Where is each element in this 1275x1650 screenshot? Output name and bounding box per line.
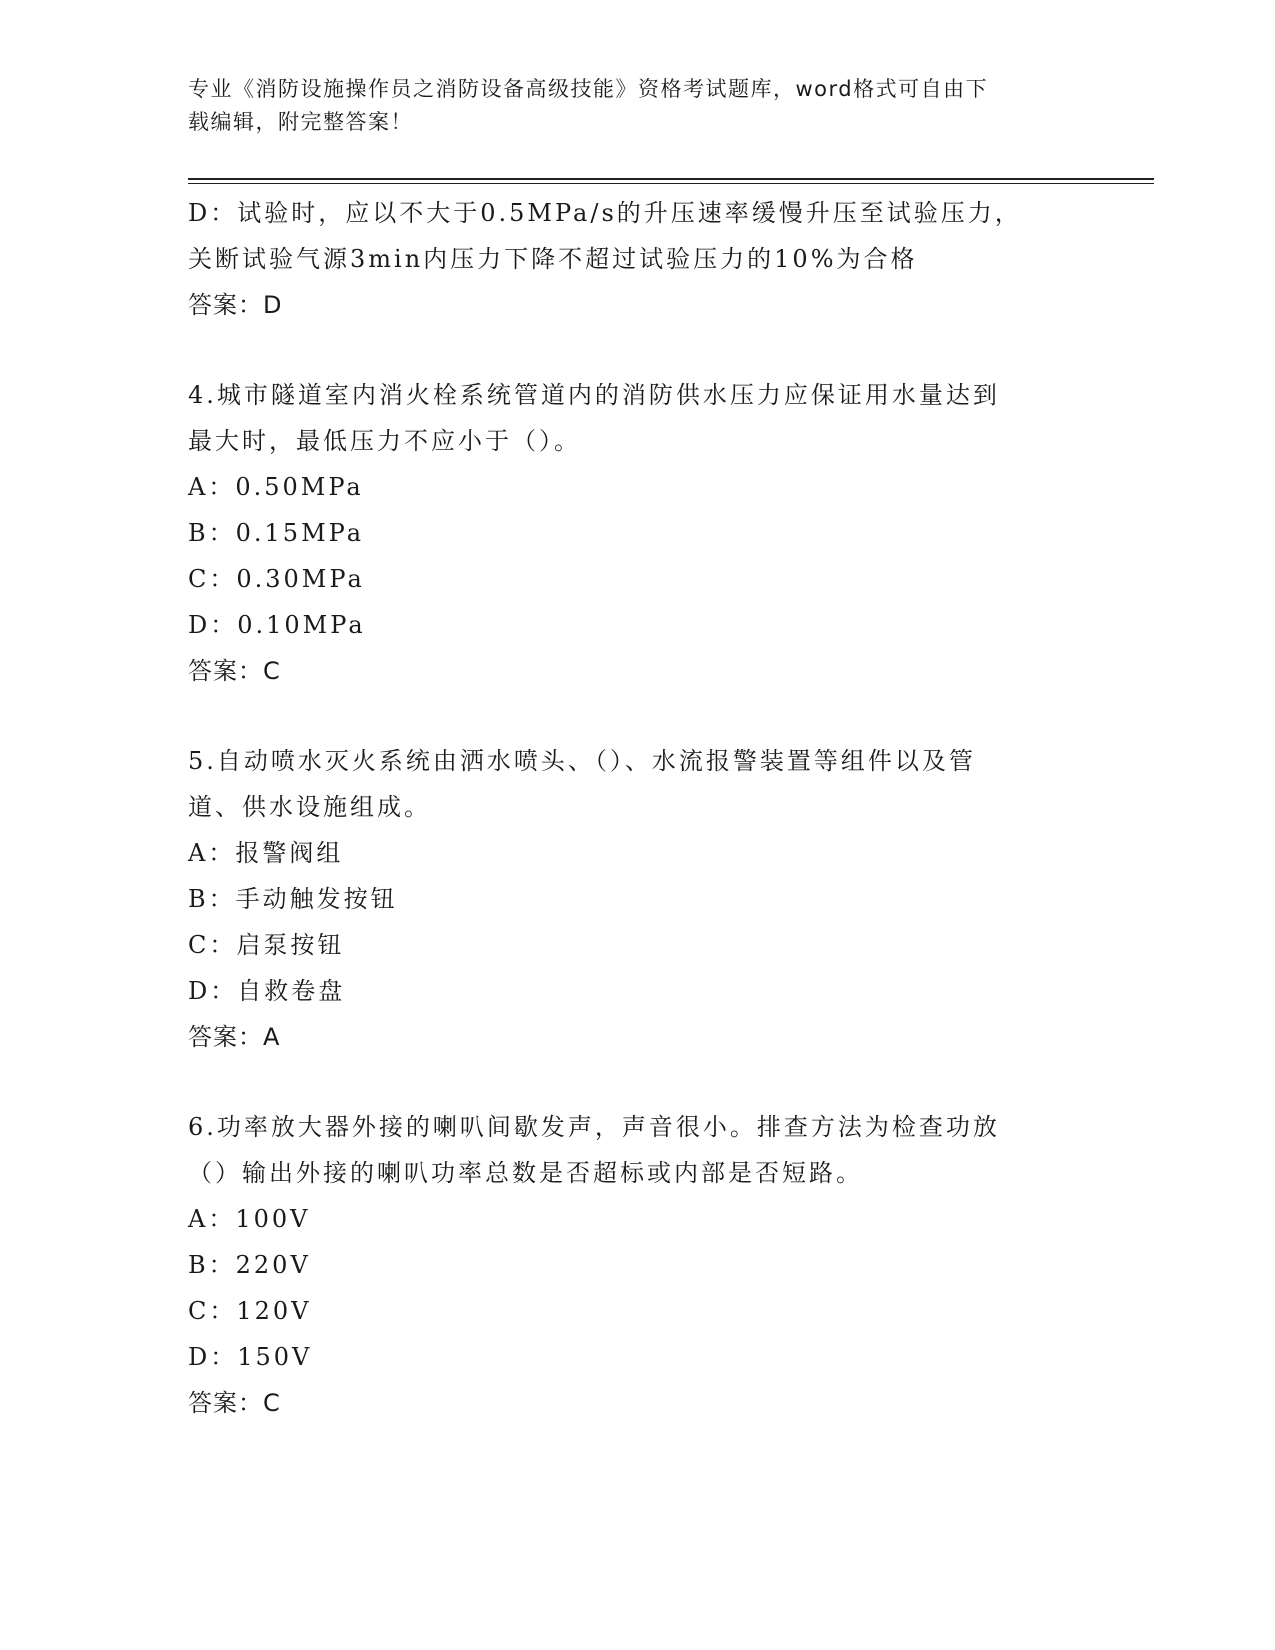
- option-d-line-1: D：试验时，应以不大于0.5MPa/s的升压速率缓慢升压至试验压力，: [188, 199, 1022, 227]
- answer-line: 答案：D: [188, 291, 283, 319]
- option-d-line-2: 关断试验气源3min内压力下降不超过试验压力的10%为合格: [188, 245, 918, 273]
- question-4: [188, 372, 1068, 694]
- header-divider-thick: [188, 178, 1154, 180]
- option-d: D：自救卷盘: [188, 977, 346, 1005]
- document-header: [188, 73, 1068, 139]
- question-stem-line-2: （）输出外接的喇叭功率总数是否超标或内部是否短路。: [188, 1159, 863, 1187]
- question-stem-line-1: 5.自动喷水灭火系统由洒水喷头、（）、水流报警装置等组件以及管: [188, 747, 976, 775]
- option-c: C：启泵按钮: [188, 931, 345, 959]
- option-b: B：手动触发按钮: [188, 885, 398, 913]
- question-5: [188, 738, 1068, 1060]
- option-a: A：100V: [188, 1205, 311, 1233]
- option-b: B：220V: [188, 1251, 311, 1279]
- question-stem-line-2: 最大时，最低压力不应小于（）。: [188, 427, 581, 455]
- header-line-2: 载编辑，附完整答案！: [188, 110, 413, 134]
- answer-line: 答案：A: [188, 1023, 281, 1051]
- question-6: [188, 1104, 1068, 1426]
- option-d: D：0.10MPa: [188, 611, 366, 639]
- option-c: C：120V: [188, 1297, 312, 1325]
- question-stem-line-1: 4.城市隧道室内消火栓系统管道内的消防供水压力应保证用水量达到: [188, 381, 1000, 409]
- option-b: B：0.15MPa: [188, 519, 365, 547]
- previous-question-tail: [188, 190, 1068, 328]
- answer-line: 答案：C: [188, 1389, 281, 1417]
- header-divider-thin: [188, 183, 1154, 184]
- option-d: D：150V: [188, 1343, 313, 1371]
- document-body: [188, 190, 1068, 1426]
- option-c: C：0.30MPa: [188, 565, 365, 593]
- option-a: A：0.50MPa: [188, 473, 364, 501]
- header-line-1: 专业《消防设施操作员之消防设备高级技能》资格考试题库，word格式可自由下: [188, 77, 989, 101]
- answer-line: 答案：C: [188, 657, 281, 685]
- question-stem-line-1: 6.功率放大器外接的喇叭间歇发声，声音很小。排查方法为检查功放: [188, 1113, 1000, 1141]
- question-stem-line-2: 道、供水设施组成。: [188, 793, 431, 821]
- option-a: A：报警阀组: [188, 839, 344, 867]
